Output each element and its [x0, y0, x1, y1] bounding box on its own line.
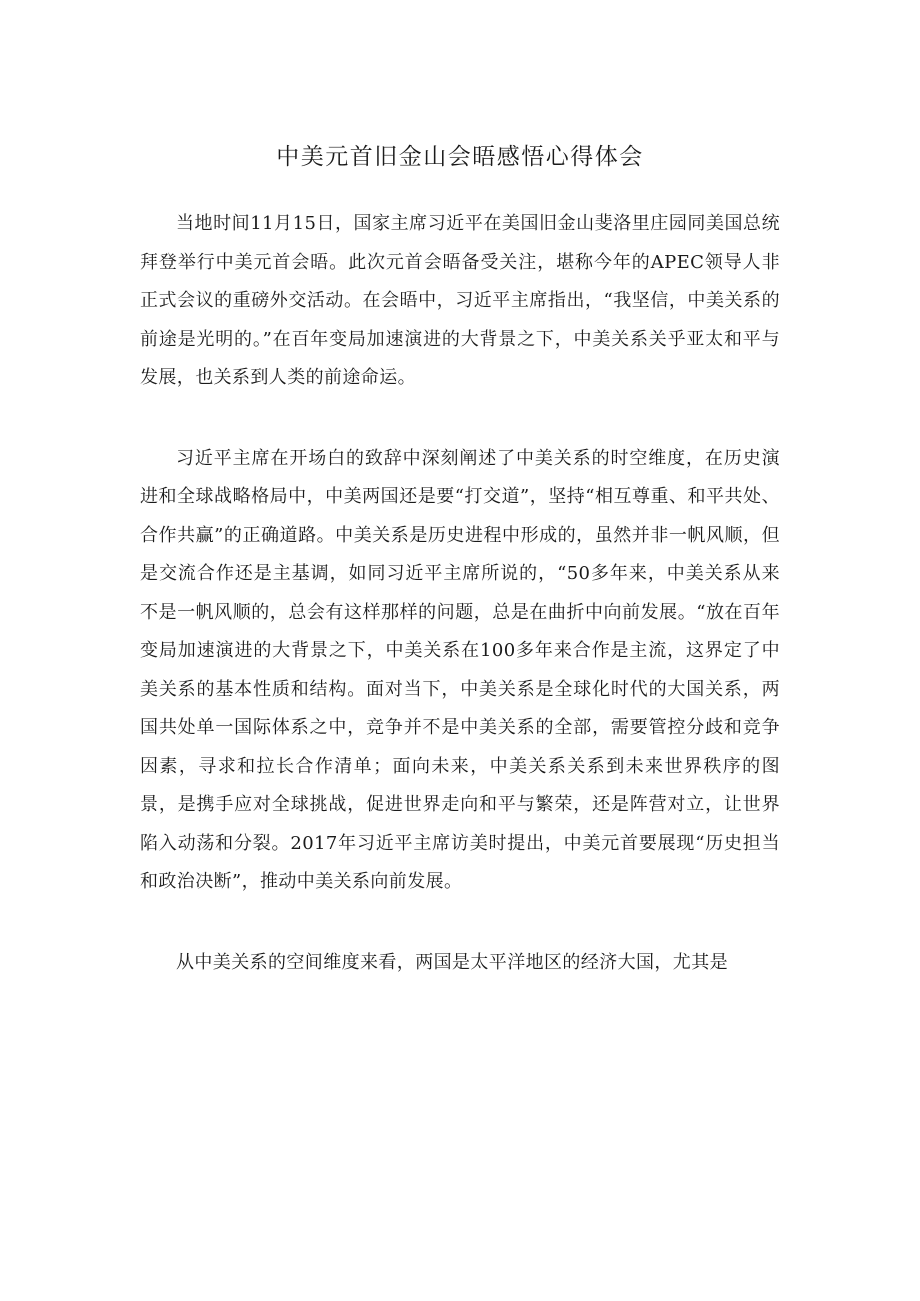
paragraph-1: 当地时间11月15日，国家主席习近平在美国旧金山斐洛里庄园同美国总统拜登举行中美元首会晤。此次元首会晤备受关注，堪称今年的APEC领导人非正式会议的重磅外交活动。在会晤中，习近平主席指出，“我坚信，中美关系的前途是光明的。”在百年变局加速演进的大背景之下，中美关系关乎亚太和平与发展，也关系到人类的前途命运。: [140, 213, 780, 388]
paragraph-2: 习近平主席在开场白的致辞中深刻阐述了中美关系的时空维度，在历史演进和全球战略格局中，中美两国还是要“打交道”，坚持“相互尊重、和平共处、合作共赢”的正确道路。中美关系是历史进程中形成的，虽然并非一帆风顺，但是交流合作还是主基调，如同习近平主席所说的，“50多年来，中美关系从来不是一帆风顺的，总会有这样那样的问题，总是在曲折中向前发展。“放在百年变局加速演进的大背景之下，中美关系在100多年来合作是主流，这界定了中美关系的基本性质和结构。面对当下，中美关系是全球化时代的大国关系，两国共处单一国际体系之中，竞争并不是中美关系的全部，需要管控分歧和竞争因素，寻求和拉长合作清单；面向未来，中美关系关系到未来世界秩序的图景，是携手应对全球挑战，促进世界走向和平与繁荣，还是阵营对立，让世界陷入动荡和分裂。2017年习近平主席访美时提出，中美元首要展现“历史担当和政治决断”，推动中美关系向前发展。: [140, 447, 780, 892]
document-title: 中美元首旧金山会晤感悟心得体会: [276, 144, 644, 170]
document-body: [140, 205, 780, 1024]
paragraph-3: 从中美关系的空间维度来看，两国是太平洋地区的经济大国，尤其是: [176, 951, 728, 973]
